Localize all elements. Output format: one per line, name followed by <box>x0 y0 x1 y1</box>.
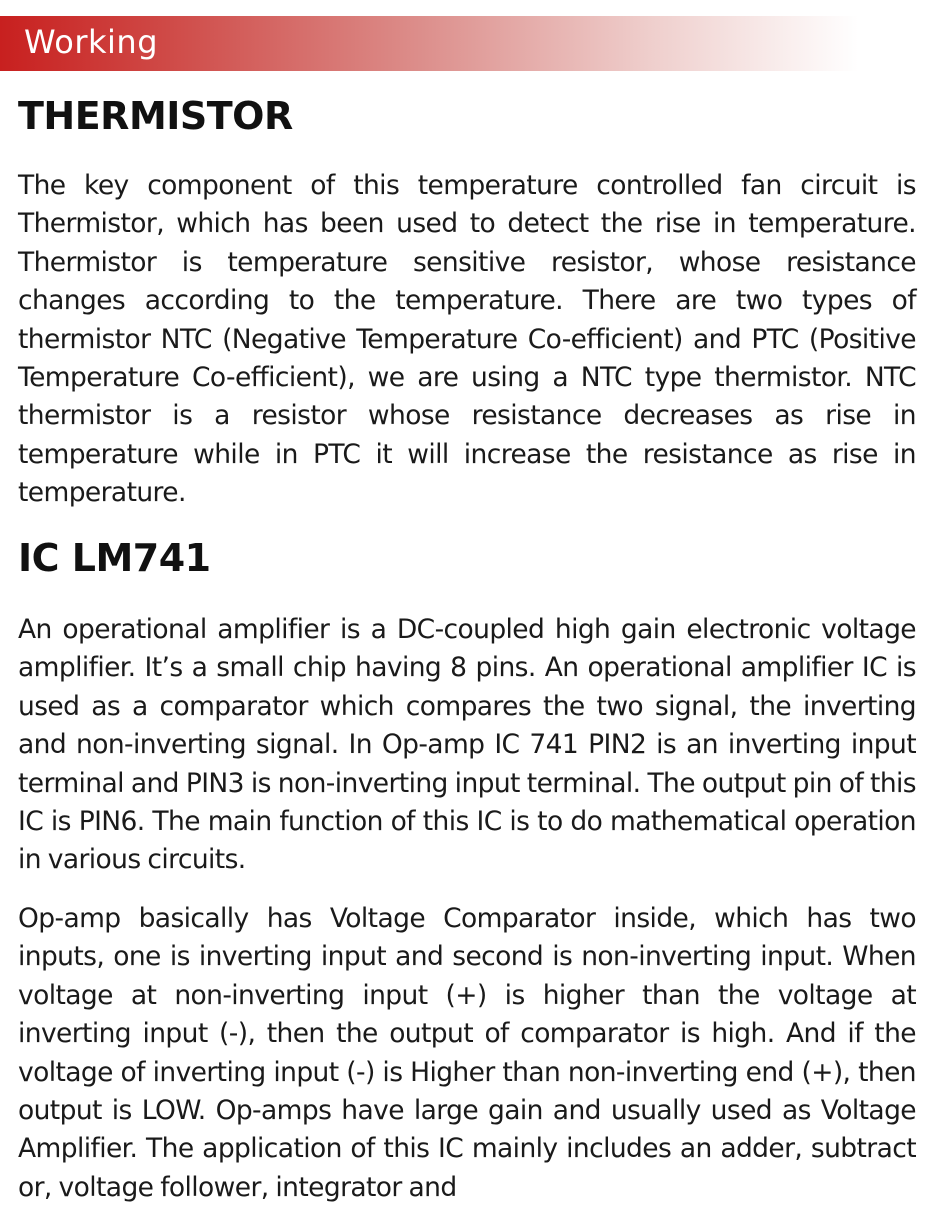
heading-ic-lm741: IC LM741 <box>18 536 211 580</box>
banner-title: Working <box>24 23 159 61</box>
paragraph-op-amp-comparator: Op-amp basically has Voltage Comparator inside, which has two inputs, one is inverting input and second is non-inverting input. When voltage at non-inverting input (+) is higher than the voltage at inverting input (-), then the output of comparator is high. And if the voltage of inverting input (-) is Higher than non-inverting end (+), then output is LOW. Op-amps have large gain and usually used as Voltage Amplifier. The application of this IC mainly includes an adder, subtract or, voltage follower, integrator and <box>18 903 916 1203</box>
heading-thermistor: THERMISTOR <box>18 94 293 138</box>
paragraph-thermistor: The key component of this temperature controlled fan circuit is Thermistor, which has been used to detect the rise in temperature. Thermistor is temperature sensitive resistor, whose resistance changes according to the temperature. There are two types of thermistor NTC (Negative Temperature Co-efficient) and PTC (Positive Temperature Co-efficient), we are using a NTC type thermistor. NTC thermistor is a resistor whose resistance decreases as rise in temperature while in PTC it will increase the resistance as rise in temperature. <box>18 170 916 509</box>
paragraph-op-amp-intro: An operational amplifier is a DC-coupled high gain electronic voltage amplifier. It’s a small chip having 8 pins. An operational amplifier IC is used as a comparator which compares the two signal, the inverting and non-inverting signal. In Op-amp IC 741 PIN2 is an inverting input terminal and PIN3 is non-inverting input terminal. The output pin of this IC is PIN6. The main function of this IC is to do mathematical operation in various circuits. <box>18 614 916 876</box>
section-banner <box>0 16 933 71</box>
